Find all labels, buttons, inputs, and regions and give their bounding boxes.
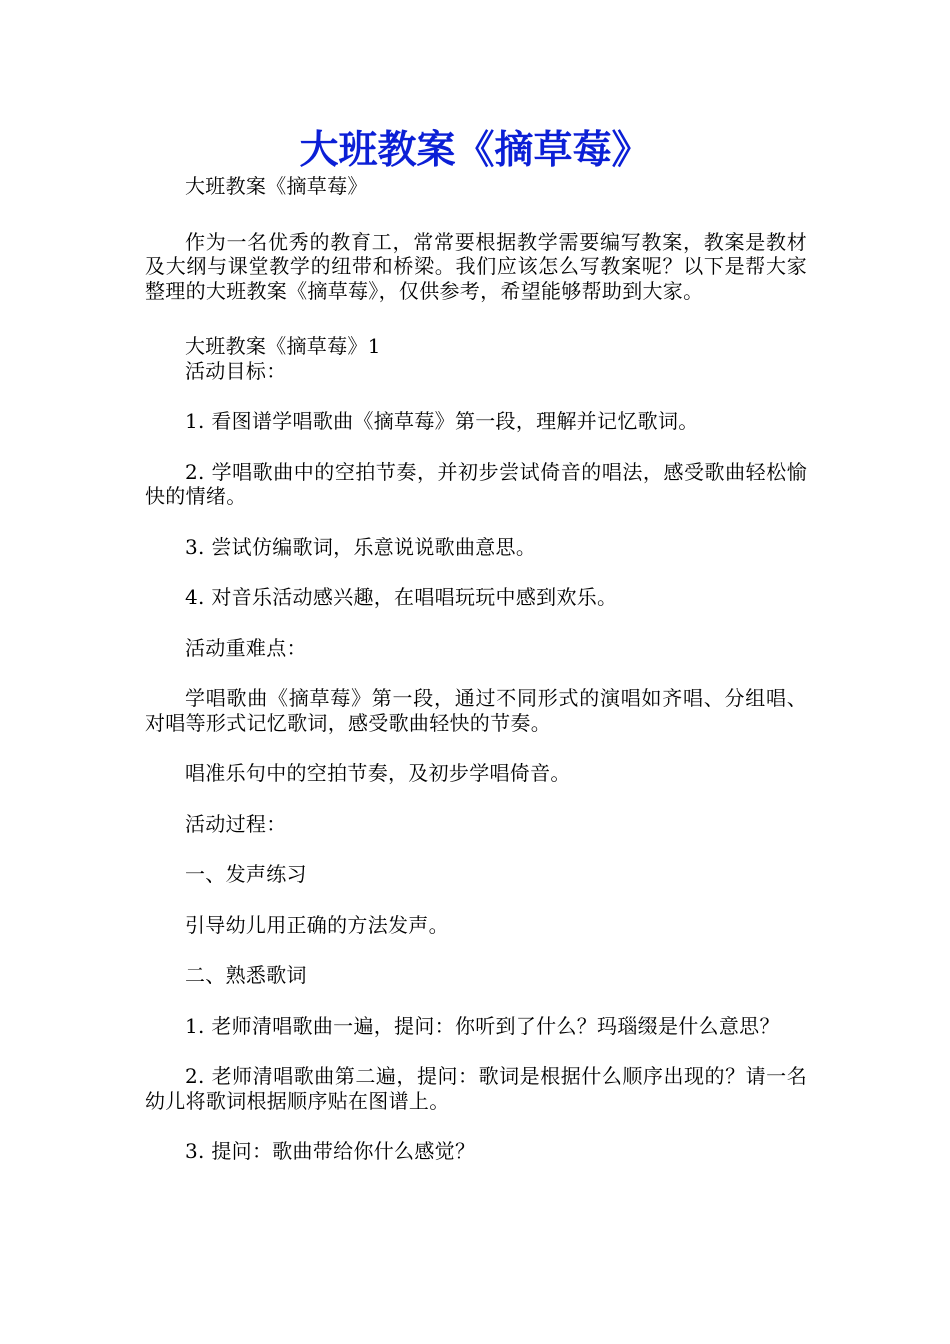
- paragraph-intro: 作为一名优秀的教育工，常常要根据教学需要编写教案，教案是教材及大纲与课堂教学的纽带和桥梁。我们应该怎么写教案呢？以下是帮大家整理的大班教案《摘草莓》，仅供参考，希望能够帮助到大家。: [145, 229, 807, 303]
- paragraph-goal-4: 4. 对音乐活动感兴趣，在唱唱玩玩中感到欢乐。: [185, 585, 618, 609]
- document-title: 大班教案《摘草莓》: [299, 127, 651, 173]
- paragraph-section-heading: 大班教案《摘草莓》1: [185, 334, 381, 358]
- paragraph-goals-heading: 活动目标：: [185, 358, 287, 383]
- paragraph-goal-3: 3. 尝试仿编歌词，乐意说说歌曲意思。: [185, 534, 537, 559]
- paragraph-key-point-2: 唱准乐句中的空拍节奏，及初步学唱倚音。: [185, 761, 571, 785]
- paragraph-step-2-item-2: 2. 老师清唱歌曲第二遍，提问：歌词是根据什么顺序出现的？请一名幼儿将歌词根据顺序贴在图谱上。: [145, 1064, 807, 1113]
- paragraph-key-points-heading: 活动重难点：: [185, 635, 307, 660]
- paragraph-step-2-heading: 二、熟悉歌词: [185, 963, 307, 987]
- paragraph-subtitle: 大班教案《摘草莓》: [185, 174, 368, 198]
- paragraph-step-1-text: 引导幼儿用正确的方法发声。: [185, 912, 449, 937]
- paragraph-step-1-heading: 一、发声练习: [185, 862, 307, 886]
- paragraph-goal-2: 2. 学唱歌曲中的空拍节奏，并初步尝试倚音的唱法，感受歌曲轻松愉快的情绪。: [145, 459, 807, 508]
- paragraph-step-2-item-3: 3. 提问：歌曲带给你什么感觉？: [185, 1139, 476, 1163]
- paragraph-key-point-1: 学唱歌曲《摘草莓》第一段，通过不同形式的演唱如齐唱、分组唱、对唱等形式记忆歌词，感受歌曲轻快的节奏。: [145, 686, 807, 735]
- paragraph-process-heading: 活动过程：: [185, 811, 287, 836]
- paragraph-step-2-item-1: 1. 老师清唱歌曲一遍，提问：你听到了什么？玛瑙缀是什么意思？: [185, 1013, 780, 1038]
- document-body: [145, 174, 807, 1164]
- paragraph-goal-1: 1. 看图谱学唱歌曲《摘草莓》第一段，理解并记忆歌词。: [185, 409, 699, 433]
